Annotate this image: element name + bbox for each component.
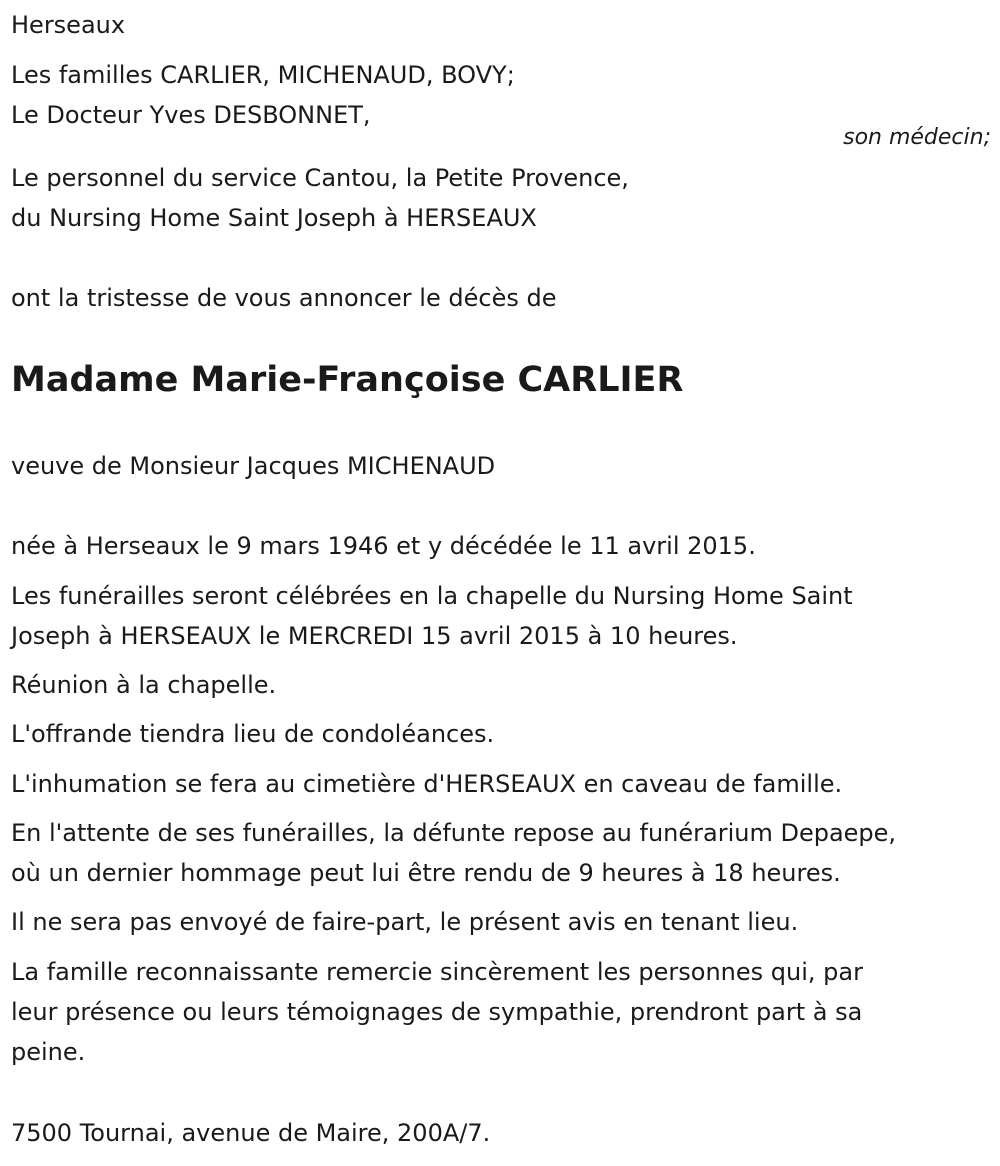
thanks-line-3: peine.	[11, 1038, 86, 1066]
widow-of-line: veuve de Monsieur Jacques MICHENAUD	[11, 452, 496, 480]
doctor-role: son médecin;	[843, 125, 991, 150]
staff-line-1: Le personnel du service Cantou, la Petite Provence,	[11, 164, 629, 192]
families-line: Les familles CARLIER, MICHENAUD, BOVY;	[11, 61, 515, 89]
staff-line-2: du Nursing Home Saint Joseph à HERSEAUX	[11, 204, 537, 232]
doctor-line: Le Docteur Yves DESBONNET,	[11, 101, 371, 129]
meeting-line: Réunion à la chapelle.	[11, 671, 277, 699]
offering-line: L'offrande tiendra lieu de condoléances.	[11, 720, 495, 748]
announcement-intro: ont la tristesse de vous annoncer le décès de	[11, 284, 557, 312]
repose-line-1: En l'attente de ses funérailles, la défunte repose au funérarium Depaepe,	[11, 819, 897, 847]
address-line: 7500 Tournai, avenue de Maire, 200A/7.	[11, 1119, 491, 1147]
thanks-line-1: La famille reconnaissante remercie sincèrement les personnes qui, par	[11, 958, 863, 986]
place-label: Herseaux	[11, 11, 126, 39]
deceased-name: Madame Marie-Françoise CARLIER	[11, 360, 684, 400]
repose-line-2: où un dernier hommage peut lui être rendu de 9 heures à 18 heures.	[11, 859, 841, 887]
burial-line: L'inhumation se fera au cimetière d'HERSEAUX en caveau de famille.	[11, 770, 843, 798]
funeral-line-2: Joseph à HERSEAUX le MERCREDI 15 avril 2015 à 10 heures.	[11, 622, 738, 650]
thanks-line-2: leur présence ou leurs témoignages de sympathie, prendront part à sa	[11, 998, 863, 1026]
notice-line: Il ne sera pas envoyé de faire-part, le présent avis en tenant lieu.	[11, 908, 799, 936]
funeral-line-1: Les funérailles seront célébrées en la chapelle du Nursing Home Saint	[11, 582, 853, 610]
birth-death-line: née à Herseaux le 9 mars 1946 et y décédée le 11 avril 2015.	[11, 532, 756, 560]
